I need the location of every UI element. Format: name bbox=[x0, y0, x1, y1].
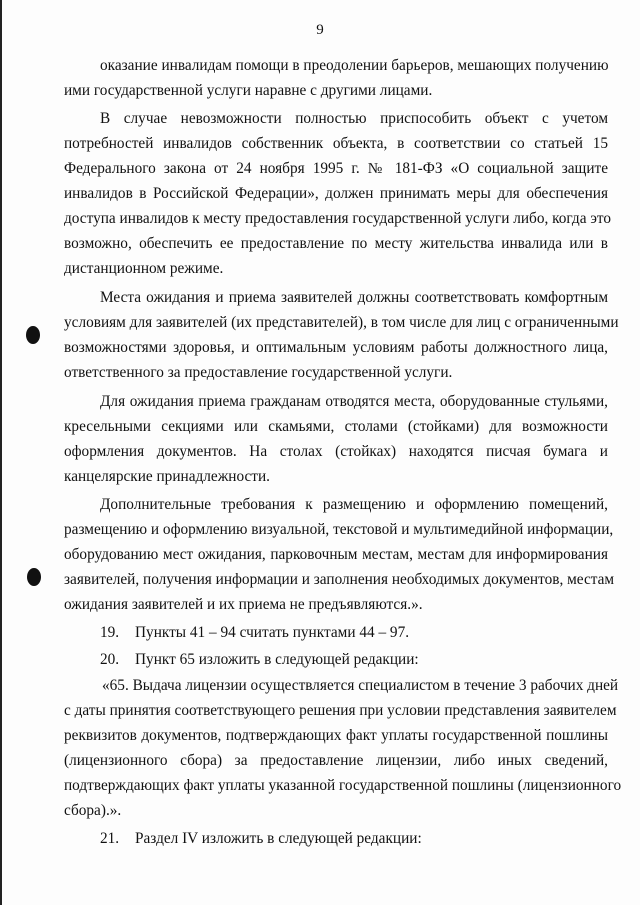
text-line: подтверждающих факт уплаты указанной государственной пошлины (лицензионного bbox=[64, 777, 622, 794]
text-line: оформления документов. На столах (стойках) находятся писчая бумага и bbox=[64, 443, 608, 460]
text-line: Для ожидания приема гражданам отводятся места, оборудованные стульями, bbox=[100, 393, 608, 410]
text-line: доступа инвалидов к месту предоставления государственной услуги либо, когда это bbox=[64, 210, 612, 227]
text-line: инвалидов в Российской Федерации», должен принимать меры для обеспечения bbox=[64, 185, 608, 202]
text-line: ответственного за предоставление государственной услуги. bbox=[64, 364, 453, 381]
item-number: 21. bbox=[100, 830, 120, 847]
text-line: Федерального закона от 24 ноября 1995 г. № 181-ФЗ «О социальной защите bbox=[64, 160, 608, 177]
text-line: потребностей инвалидов собственник объекта, в соответствии со статьей 15 bbox=[64, 135, 608, 152]
text-line: Дополнительные требования к размещению и оформлению помещений, bbox=[100, 496, 608, 513]
binder-hole-mark bbox=[26, 326, 40, 344]
text-line: Места ожидания и приема заявителей должны соответствовать комфортным bbox=[100, 289, 608, 306]
text-line: оказание инвалидам помощи в преодолении барьеров, мешающих получению bbox=[100, 57, 609, 74]
text-line: заявителей, получения информации и заполнения необходимых документов, местам bbox=[64, 571, 615, 588]
item-number: 20. bbox=[100, 651, 120, 668]
text-line: возможностями здоровья, и оптимальным условиям работы должностного лица, bbox=[64, 339, 608, 356]
text-line: сбора).». bbox=[64, 802, 122, 819]
text-line: возможно, обеспечить ее предоставление по месту жительства инвалида или в bbox=[64, 235, 608, 252]
text-line: размещению и оформлению визуальной, текстовой и мультимедийной информации, bbox=[64, 521, 614, 538]
text-line: дистанционном режиме. bbox=[64, 260, 224, 277]
text-line: кресельными секциями или скамьями, столами (стойками) для возможности bbox=[64, 418, 608, 435]
text-line: с даты принятия соответствующего решения при условии представления заявителем bbox=[64, 702, 617, 719]
page-number: 9 bbox=[316, 22, 324, 38]
text-line: Раздел IV изложить в следующей редакции: bbox=[135, 830, 422, 847]
text-line: ожидания заявителей и их приема не предъявляются.». bbox=[64, 596, 423, 613]
item-number: 19. bbox=[100, 624, 120, 641]
text-line: (лицензионного сбора) за предоставление лицензии, либо иных сведений, bbox=[64, 752, 608, 769]
text-line: Пункты 41 – 94 считать пунктами 44 – 97. bbox=[135, 624, 410, 641]
binder-hole-mark bbox=[27, 568, 41, 586]
text-line: ими государственной услуги наравне с другими лицами. bbox=[64, 82, 433, 99]
text-line: «65. Выдача лицензии осуществляется специалистом в течение 3 рабочих дней bbox=[102, 677, 619, 694]
page-edge-line bbox=[0, 0, 2, 905]
text-line: условиям для заявителей (их представителей), в том числе для лиц с ограниченными bbox=[64, 314, 619, 331]
text-line: реквизитов документов, подтверждающих факт уплаты государственной пошлины bbox=[64, 727, 608, 744]
text-line: оборудованию мест ожидания, парковочным местам, местам для информирования bbox=[64, 546, 608, 563]
text-line: Пункт 65 изложить в следующей редакции: bbox=[135, 651, 419, 668]
text-line: канцелярские принадлежности. bbox=[64, 468, 270, 485]
text-line: В случае невозможности полностью приспособить объект с учетом bbox=[100, 110, 608, 127]
